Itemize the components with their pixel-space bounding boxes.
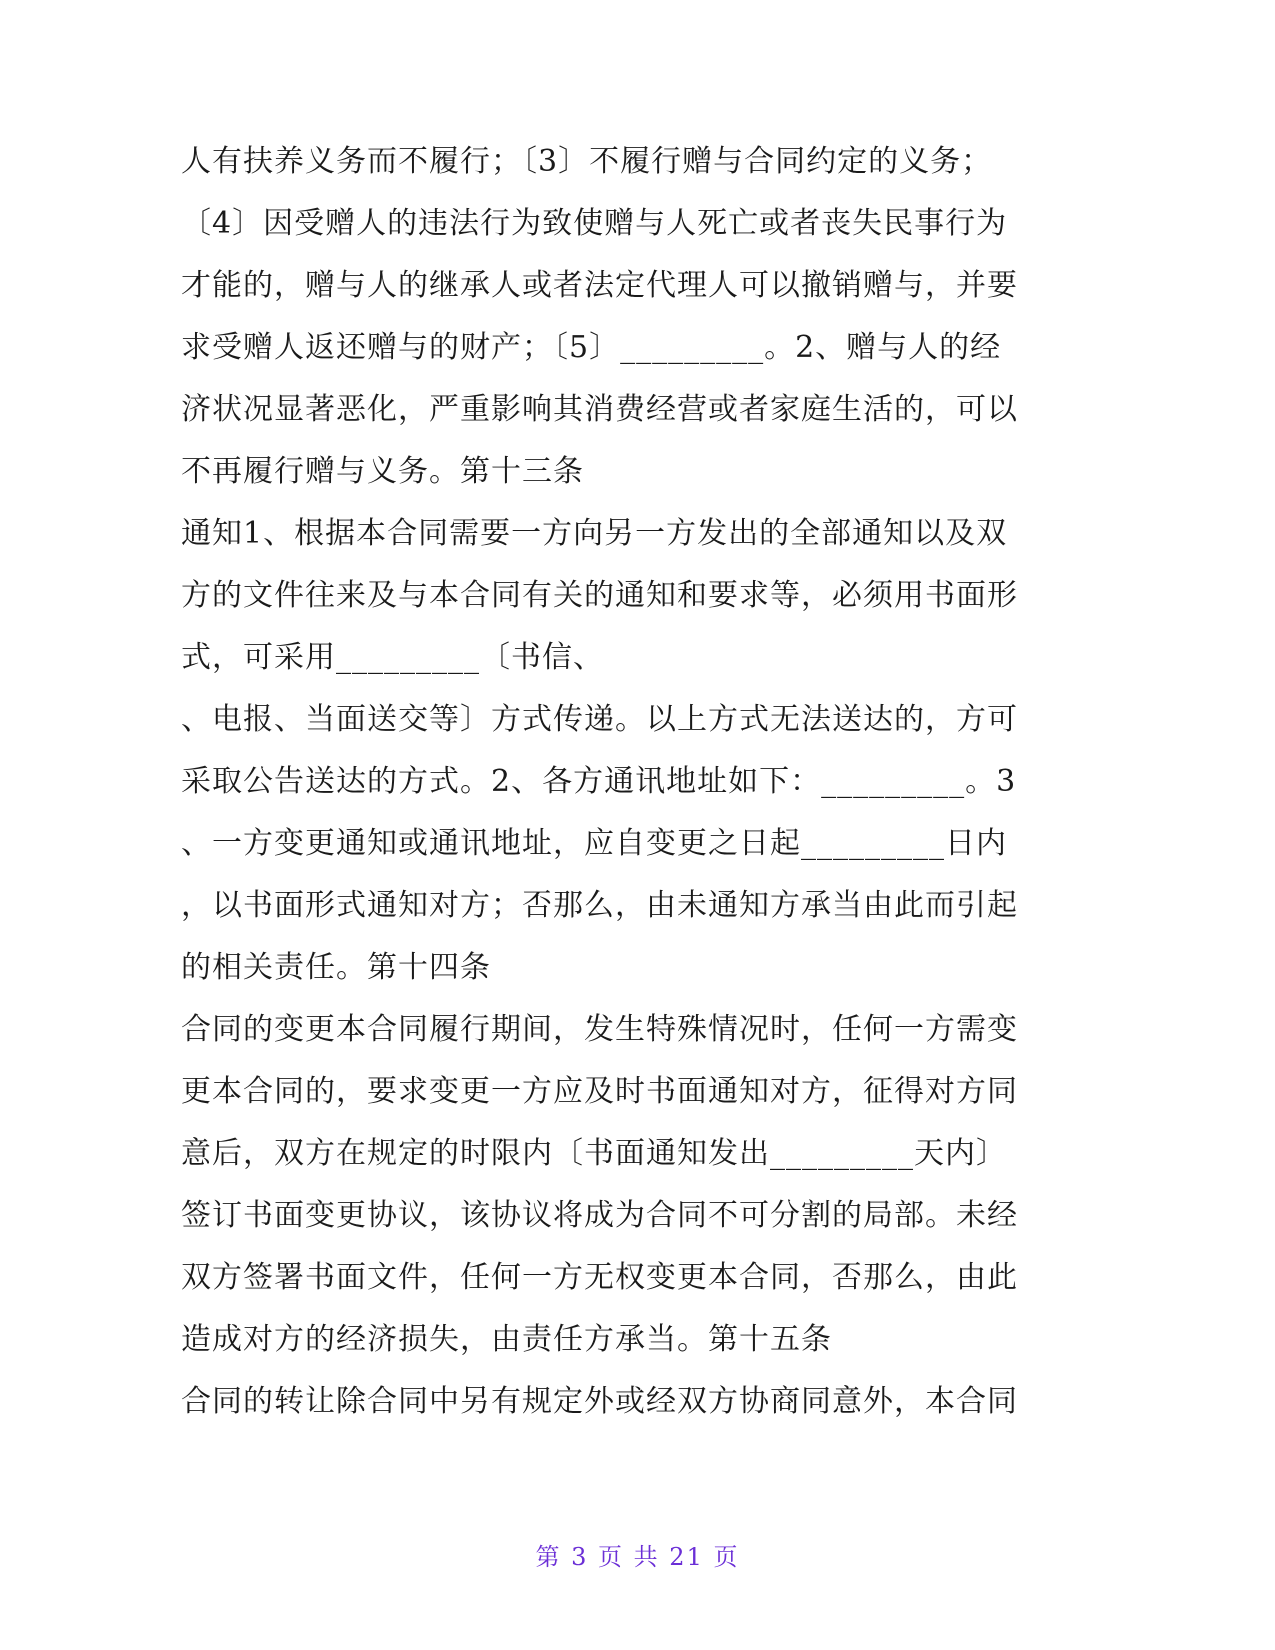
page-number: 第 3 页 共 21 页	[535, 1543, 740, 1571]
text-line: 不再履行赠与义务。第十三条	[181, 454, 584, 489]
text-line: 意后，双方在规定的时限内〔书面通知发出_________天内〕	[181, 1136, 1007, 1171]
text-line: 〔4〕因受赠人的违法行为致使赠与人死亡或者丧失民事行为	[181, 206, 1008, 241]
text-line: 合同的变更本合同履行期间，发生特殊情况时，任何一方需变	[181, 1012, 1018, 1047]
text-line: 、电报、当面送交等〕方式传递。以上方式无法送达的，方可	[181, 702, 1018, 737]
text-line: 人有扶养义务而不履行；〔3〕不履行赠与合同约定的义务；	[181, 144, 993, 179]
text-line: 济状况显著恶化，严重影响其消费经营或者家庭生活的，可以	[181, 392, 1018, 427]
text-line: 、一方变更通知或通讯地址，应自变更之日起_________日内	[181, 826, 1007, 861]
text-line: ，以书面形式通知对方；否那么，由未通知方承当由此而引起	[181, 888, 1018, 923]
text-line: 通知1、根据本合同需要一方向另一方发出的全部通知以及双	[181, 516, 1008, 551]
text-line: 更本合同的，要求变更一方应及时书面通知对方，征得对方同	[181, 1074, 1018, 1109]
text-line: 求受赠人返还赠与的财产；〔5〕_________。2、赠与人的经	[181, 330, 1002, 365]
text-line: 造成对方的经济损失，由责任方承当。第十五条	[181, 1322, 832, 1357]
text-line: 才能的，赠与人的继承人或者法定代理人可以撤销赠与，并要	[181, 268, 1018, 303]
text-line: 签订书面变更协议，该协议将成为合同不可分割的局部。未经	[181, 1198, 1018, 1233]
text-line: 双方签署书面文件，任何一方无权变更本合同，否那么，由此	[181, 1260, 1018, 1295]
text-line: 采取公告送达的方式。2、各方通讯地址如下：_________。3	[181, 764, 1017, 799]
text-line: 合同的转让除合同中另有规定外或经双方协商同意外，本合同	[181, 1384, 1018, 1419]
text-line: 方的文件往来及与本合同有关的通知和要求等，必须用书面形	[181, 578, 1018, 613]
text-line: 的相关责任。第十四条	[181, 950, 491, 985]
text-line: 式，可采用_________〔书信、	[181, 640, 604, 675]
